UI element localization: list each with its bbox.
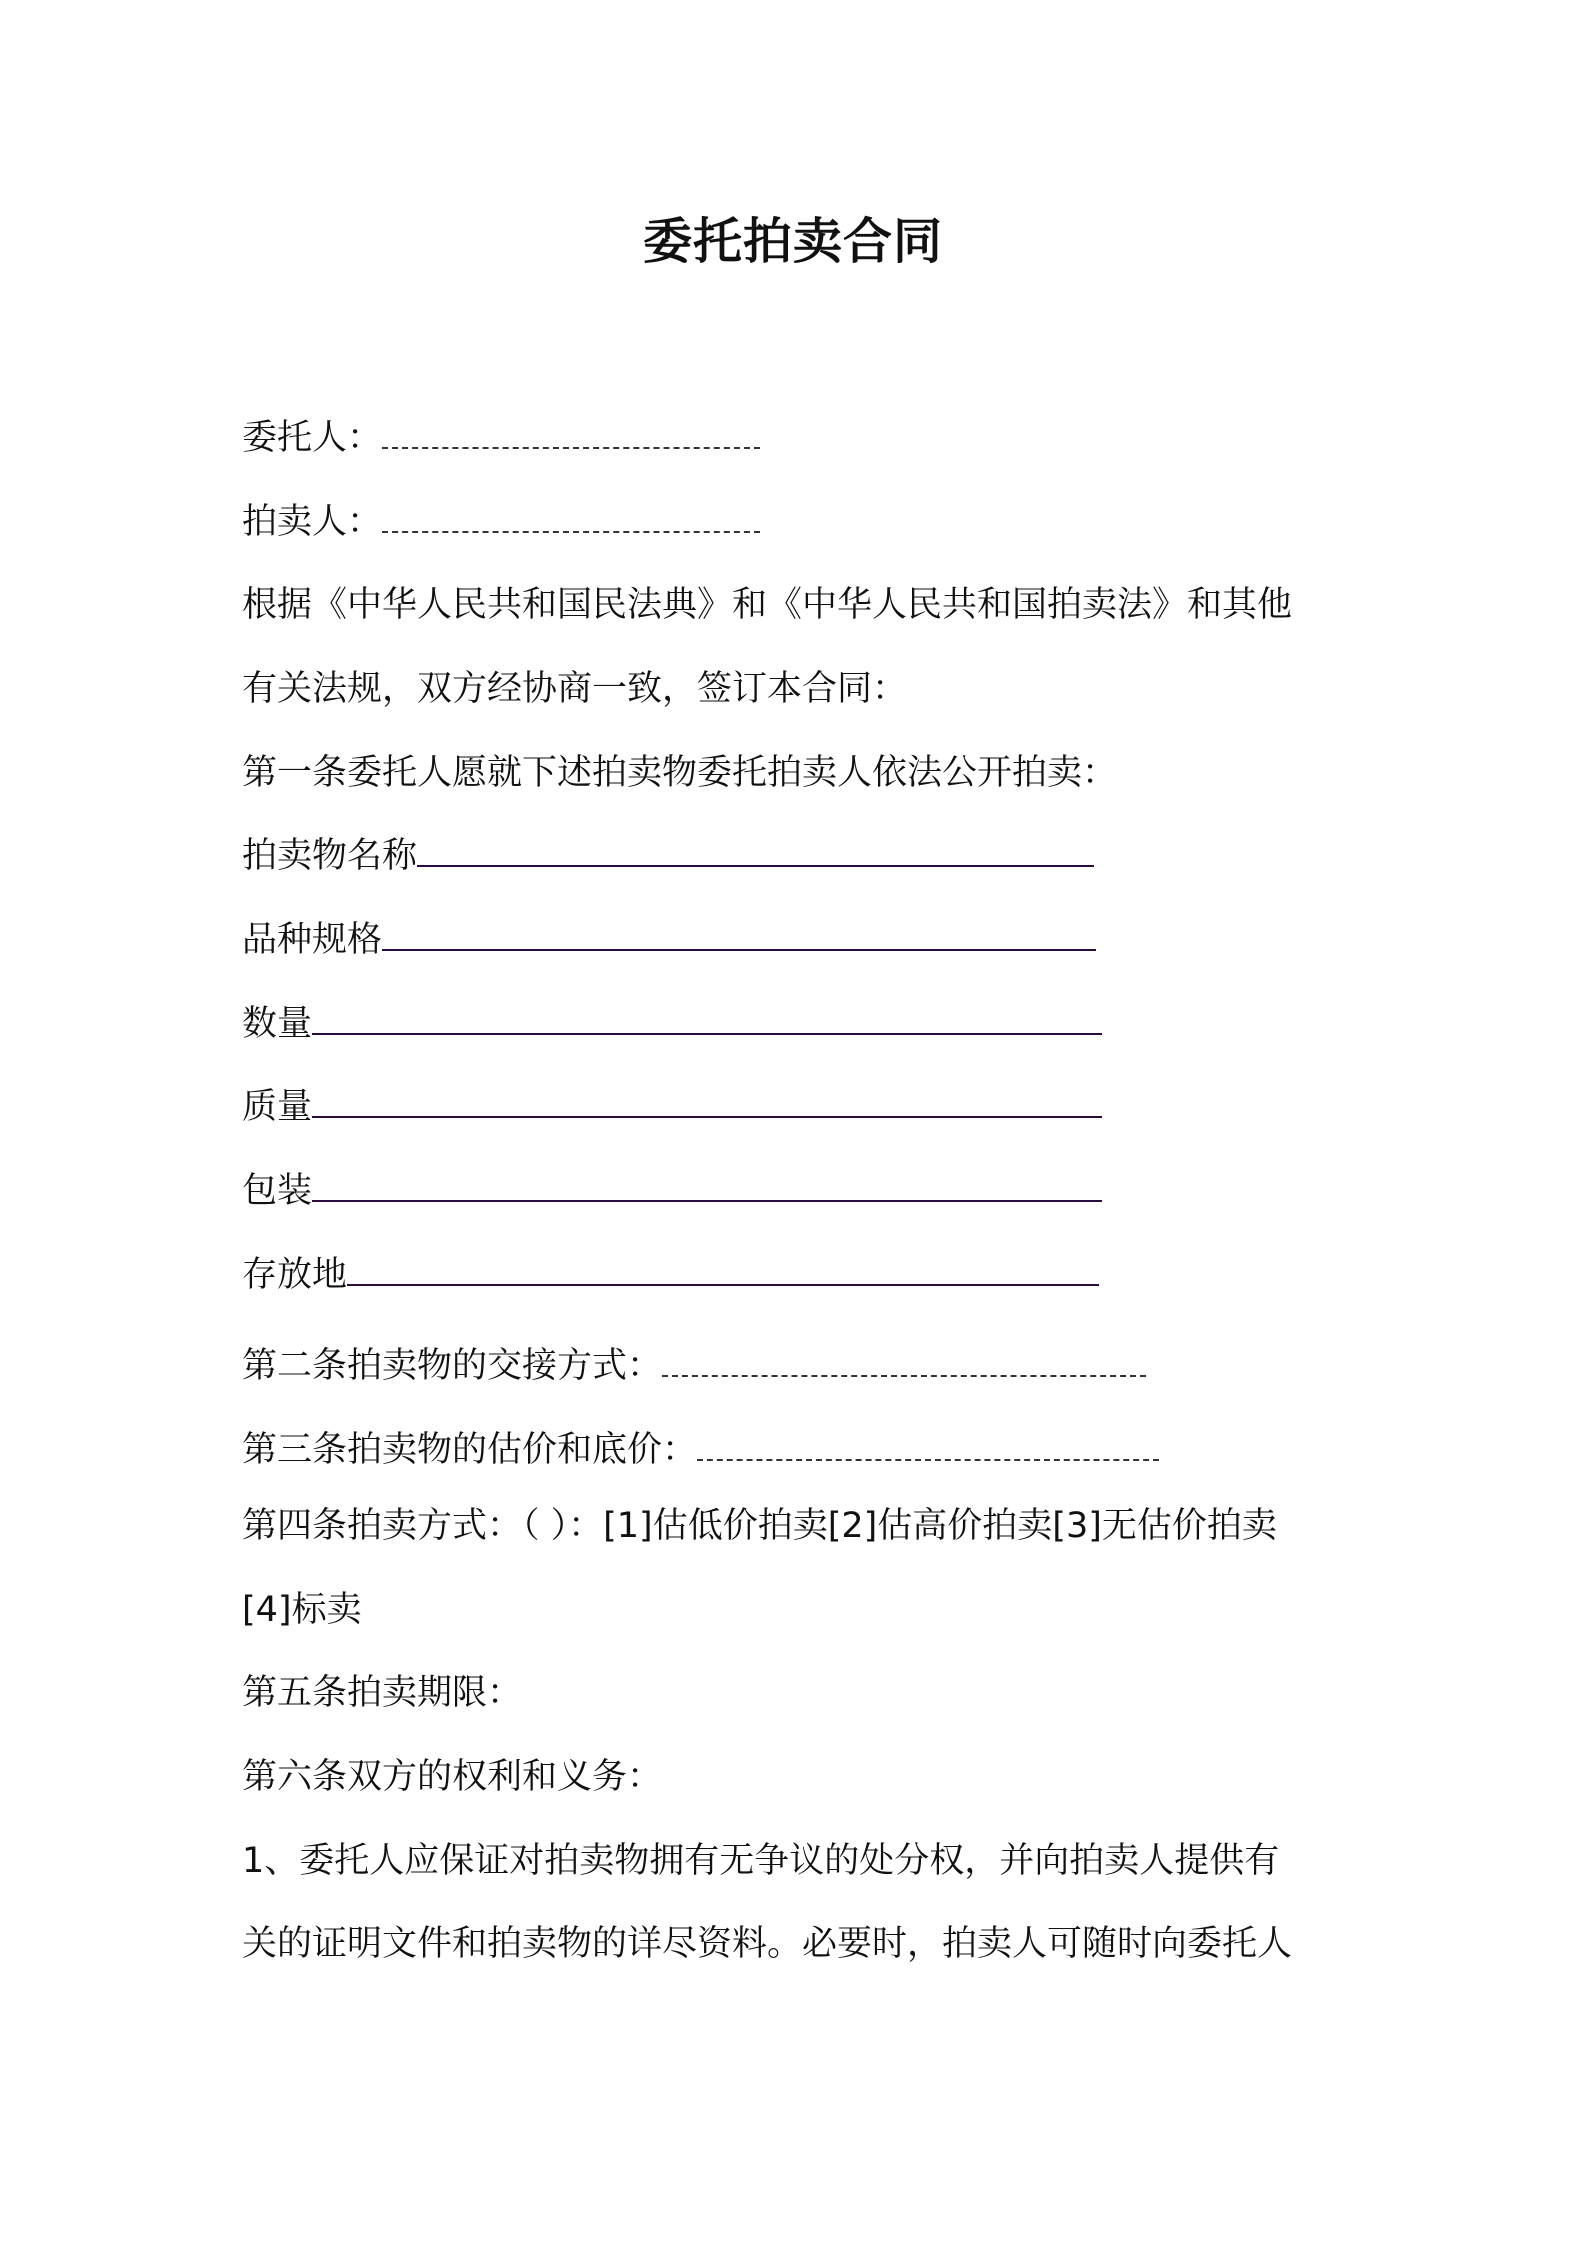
spec-blank[interactable]	[382, 921, 1096, 951]
item-name-blank[interactable]	[417, 837, 1094, 867]
storage-line	[242, 1252, 1099, 1298]
auctioneer-label: 拍卖人：	[242, 502, 383, 542]
document-title: 委托拍卖合同	[642, 213, 943, 270]
storage-label: 存放地	[242, 1255, 348, 1295]
article-4-line-1: 第四条拍卖方式：（ ）：[1]估低价拍卖[2]估高价拍卖[3]无估价拍卖	[242, 1506, 1277, 1546]
quantity-label: 数量	[242, 1004, 313, 1044]
intro-line-2: 有关法规，双方经协商一致，签订本合同：	[242, 669, 908, 709]
article-2-blank[interactable]	[662, 1347, 1146, 1377]
article-3-line	[242, 1427, 1159, 1473]
spec-line	[242, 917, 1096, 963]
quality-blank[interactable]	[312, 1088, 1102, 1118]
intro-line-1: 根据《中华人民共和国民法典》和《中华人民共和国拍卖法》和其他	[242, 585, 1293, 625]
article-6-item-1-line-1: 1、委托人应保证对拍卖物拥有无争议的处分权，并向拍卖人提供有	[242, 1841, 1280, 1881]
article-3-blank[interactable]	[697, 1431, 1159, 1461]
item-name-label: 拍卖物名称	[242, 836, 418, 876]
spec-label: 品种规格	[242, 920, 383, 960]
article-3-label: 第三条拍卖物的估价和底价：	[242, 1430, 698, 1470]
quantity-line	[242, 1001, 1102, 1047]
auctioneer-line	[242, 499, 760, 545]
principal-blank[interactable]	[382, 419, 760, 449]
article-2-label: 第二条拍卖物的交接方式：	[242, 1346, 663, 1386]
auctioneer-blank[interactable]	[382, 503, 760, 533]
principal-line	[242, 415, 760, 461]
principal-label: 委托人：	[242, 418, 383, 458]
quantity-blank[interactable]	[312, 1005, 1102, 1035]
item-name-line	[242, 833, 1094, 879]
packaging-line	[242, 1168, 1102, 1214]
article-2-line	[242, 1343, 1146, 1389]
storage-blank[interactable]	[347, 1256, 1099, 1286]
article-4-line-2: [4]标卖	[242, 1590, 362, 1630]
article-6: 第六条双方的权利和义务：	[242, 1757, 663, 1797]
article-6-item-1-line-2: 关的证明文件和拍卖物的详尽资料。必要时，拍卖人可随时向委托人	[242, 1924, 1293, 1964]
quality-line	[242, 1084, 1102, 1130]
quality-label: 质量	[242, 1087, 313, 1127]
article-1: 第一条委托人愿就下述拍卖物委托拍卖人依法公开拍卖：	[242, 753, 1118, 793]
packaging-label: 包装	[242, 1171, 313, 1211]
packaging-blank[interactable]	[312, 1172, 1102, 1202]
article-5: 第五条拍卖期限：	[242, 1673, 523, 1713]
